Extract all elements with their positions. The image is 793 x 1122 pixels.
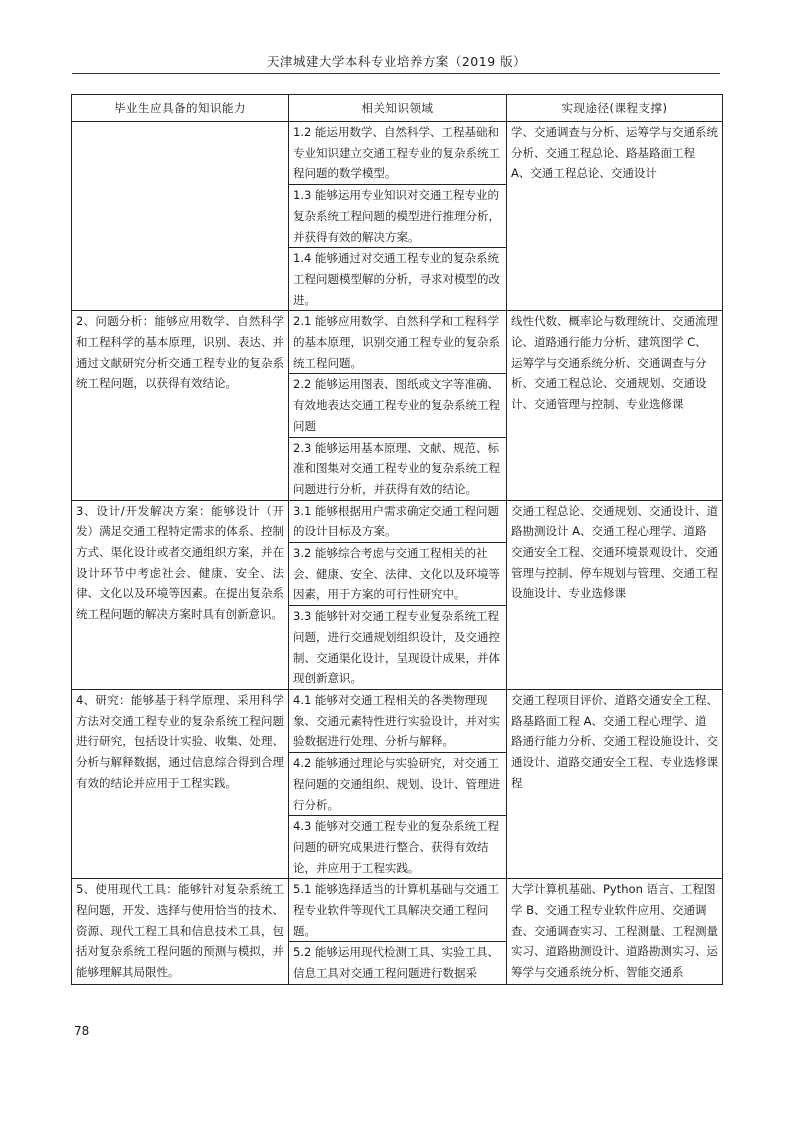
- courses-cell: 交通工程总论、交通规划、交通设计、道路勘测设计 A、交通工程心理学、道路交通安全工程、交通环境景观设计、交通管理与控制、停车规划与管理、交通工程设施设计、专业选修课: [507, 500, 723, 689]
- table-row: [72, 311, 723, 374]
- courses-cell: 学、交通调查与分析、运筹学与交通系统分析、交通工程总论、路基路面工程 A、交通工程总论、交通设计: [507, 122, 723, 311]
- indicator-cell: 2.2 能够运用图表、图纸或文字等准确、有效地表达交通工程专业的复杂系统工程问题: [289, 374, 507, 437]
- table-row: [72, 122, 723, 185]
- column-header-knowledge-area: 相关知识领域: [289, 95, 507, 122]
- requirement-cell: [72, 122, 289, 311]
- indicator-cell: 4.3 能够对交通工程专业的复杂系统工程问题的研究成果进行整合、获得有效结论，并应用于工程实践。: [289, 816, 507, 879]
- indicator-cell: 5.1 能够选择适当的计算机基础与交通工程专业软件等现代工具解决交通工程问题。: [289, 879, 507, 942]
- page-number: 78: [74, 1024, 90, 1038]
- courses-cell: 大学计算机基础、Python 语言、工程图学 B、交通工程专业软件应用、交通调查、交通调查实习、工程测量、工程测量实习、道路勘测设计、道路勘测实习、运筹学与交通系统分析、智能交通系: [507, 879, 723, 985]
- indicator-cell: 1.2 能运用数学、自然科学、工程基础和专业知识建立交通工程专业的复杂系统工程问题的数学模型。: [289, 122, 507, 185]
- courses-cell: 交通工程项目评价、道路交通安全工程、路基路面工程 A、交通工程心理学、道路通行能力分析、交通工程设施设计、交通设计、道路交通安全工程、专业选修课程: [507, 689, 723, 878]
- header-rule: [72, 73, 720, 74]
- header-title: 天津城建大学本科专业培养方案（2019 版）: [266, 54, 527, 69]
- training-plan-table: [71, 94, 723, 985]
- column-header-courses: 实现途径(课程支撑): [507, 95, 723, 122]
- table-row: [72, 879, 723, 942]
- indicator-cell: 2.3 能够运用基本原理、文献、规范、标准和图集对交通工程专业的复杂系统工程问题进行分析，并获得有效的结论。: [289, 437, 507, 500]
- requirement-cell: 5、使用现代工具：能够针对复杂系统工程问题，开发、选择与使用恰当的技术、资源、现代工程工具和信息技术工具，包括对复杂系统工程问题的预测与模拟，并能够理解其局限性。: [72, 879, 289, 985]
- table-header-row: [72, 95, 723, 122]
- indicator-cell: 1.3 能够运用专业知识对交通工程专业的复杂系统工程问题的模型进行推理分析，并获得有效的解决方案。: [289, 185, 507, 248]
- indicator-cell: 4.1 能够对交通工程相关的各类物理现象、交通元素特性进行实验设计，并对实验数据进行处理、分析与解释。: [289, 689, 507, 752]
- courses-cell: 线性代数、概率论与数理统计、交通流理论、道路通行能力分析、建筑图学 C、运筹学与交通系统分析、交通调查与分析、交通工程总论、交通规划、交通设计、交通管理与控制、专业选修课: [507, 311, 723, 500]
- indicator-cell: 4.2 能够通过理论与实验研究，对交通工程问题的交通组织、规划、设计、管理进行分析。: [289, 753, 507, 816]
- table-row: [72, 500, 723, 542]
- indicator-cell: 3.1 能够根据用户需求确定交通工程问题的设计目标及方案。: [289, 500, 507, 542]
- indicator-cell: 3.2 能够综合考虑与交通工程相关的社会、健康、安全、法律、文化以及环境等因素，用于方案的可行性研究中。: [289, 543, 507, 606]
- requirement-cell: 4、研究：能够基于科学原理、采用科学方法对交通工程专业的复杂系统工程问题进行研究，包括设计实验、收集、处理、分析与解释数据，通过信息综合得到合理有效的结论并应用于工程实践。: [72, 689, 289, 878]
- indicator-cell: 3.3 能够针对交通工程专业复杂系统工程问题，进行交通规划组织设计，及交通控制、交通渠化设计，呈现设计成果，并体现创新意识。: [289, 606, 507, 690]
- requirement-cell: 3、设计/开发解决方案：能够设计（开发）满足交通工程特定需求的体系、控制方式、渠化设计或者交通组织方案，并在设计环节中考虑社会、健康、安全、法律、文化以及环境等因素。在提出复杂系统工程问题的解决方案时具有创新意识。: [72, 500, 289, 689]
- requirement-cell: 2、问题分析：能够应用数学、自然科学和工程科学的基本原理，识别、表达、并通过文献研究分析交通工程专业的复杂系统工程问题，以获得有效结论。: [72, 311, 289, 500]
- indicator-cell: 2.1 能够应用数学、自然科学和工程科学的基本原理，识别交通工程专业的复杂系统工程问题。: [289, 311, 507, 374]
- indicator-cell: 1.4 能够通过对交通工程专业的复杂系统工程问题模型解的分析，寻求对模型的改进。: [289, 248, 507, 311]
- table-row: [72, 689, 723, 752]
- column-header-ability: 毕业生应具备的知识能力: [72, 95, 289, 122]
- indicator-cell: 5.2 能够运用现代检测工具、实验工具、信息工具对交通工程问题进行数据采: [289, 942, 507, 984]
